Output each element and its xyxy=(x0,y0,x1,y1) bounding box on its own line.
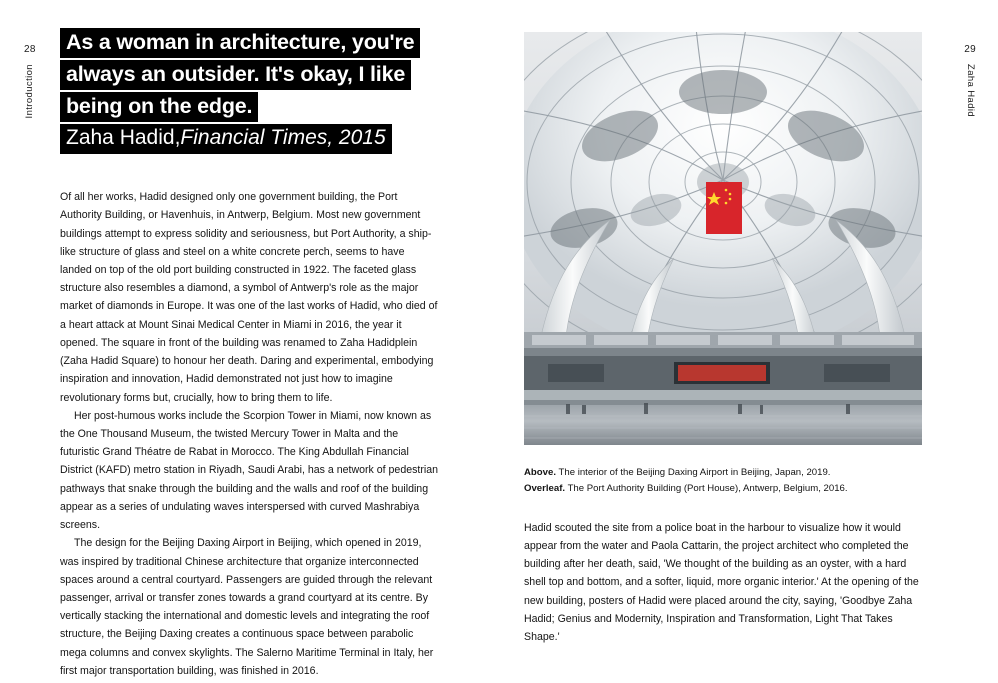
right-page xyxy=(524,32,922,646)
running-head-left: Introduction xyxy=(24,64,35,119)
pull-quote xyxy=(60,28,440,154)
left-body-text xyxy=(60,188,438,680)
flag xyxy=(706,182,742,234)
pull-quote-line-1: As a woman in architecture, you're xyxy=(60,28,420,58)
caption-text-overleaf: The Port Authority Building (Port House), Antwerp, Belgium, 2016. xyxy=(565,482,848,494)
photo-graphic xyxy=(524,32,922,445)
paragraph: Her post-humous works include the Scorpion Tower in Miami, now known as the One Thousand Museum, the twisted Mercury Tower in Malta and the futuristic Grand Théatre de Rabat in Morocco. The King Abdullah Financial District (KAFD) metro station in Riyadh, Saudi Arabi, has a network of pedestrian pathways that snake through the building and the walls and roof of the building appear as a series of undulating waves interspersed with curved Mashrabiya screens. xyxy=(60,409,439,532)
caption-label-overleaf: Overleaf. xyxy=(524,482,566,494)
airport-interior-photo xyxy=(524,32,922,445)
page-number-left: 28 xyxy=(24,44,36,55)
caption-line-overleaf xyxy=(524,481,922,497)
attribution-name: Zaha Hadid, xyxy=(66,125,181,149)
caption-text-above: The interior of the Beijing Daxing Airport in Beijing, Japan, 2019. xyxy=(556,467,831,478)
attribution-source: Financial Times, 2015 xyxy=(180,125,386,149)
page-number-right: 29 xyxy=(964,44,976,55)
paragraph: The design for the Beijing Daxing Airport in Beijing, which opened in 2019, was inspired by traditional Chinese architecture that organize interconnected spaces around a central courtyard. Passengers are guided through the relevant passenger, arrival or transfer zones towards a grand courtyard at its centre. By vertically stacking the international and domestic levels and integrating the roof structure, the Beijing Daxing creates a continuous space between parabolic mega columns and convex skylights. The Salerno Maritime Terminal in Italy, her first major transportation building, was finished in 2016. xyxy=(60,537,434,677)
pull-quote-line-3: being on the edge. xyxy=(60,92,258,122)
running-head-right: Zaha Hadid xyxy=(965,64,976,118)
pull-quote-attribution xyxy=(60,124,392,154)
left-page xyxy=(60,28,440,680)
pull-quote-line-2: always an outsider. It's okay, I like xyxy=(60,60,411,90)
caption-line-above xyxy=(524,465,922,481)
paragraph: Of all her works, Hadid designed only one government building, the Port Authority Building, or Havenhuis, in Antwerp, Belgium. Most new government buildings attempt to express solidity and seriousness, but Port Authority, a ship-like structure of glass and steel on a white concrete perch, seems to have landed on top of the old port building constructed in 1922. The faceted glass structure also resembles a diamond, a symbol of Antwerp's role as the major market of diamonds in Europe. It was one of the last works of Hadid, who died of a heart attack at Mount Sinai Medical Center in Miami in 2016, the year it opened. The square in front of the building was renamed to Zaha Hadidplein (Zaha Hadid Square) to honour her death. Daring and experimental, embodying inspiration and innovation, Hadid demonstrated not just how to imagine revolutionary forms but, crucially, how to bring them to life. xyxy=(60,191,438,404)
paragraph: Hadid scouted the site from a police boat in the harbour to visualize how it would appear from the water and Paola Cattarin, the project architect who completed the building after her death, said, 'We thought of the building as an oyster, with a hard shell top and bottom, and a softer, liquid, more organic interior.' At the opening of the new building, posters of Hadid were placed around the city, saying, 'Goodbye Zaha Hadid; Genius and Modernity, Inspiration and Transformation, Light That Takes Shape.' xyxy=(524,521,919,643)
photo-caption xyxy=(524,465,922,497)
caption-label-above: Above. xyxy=(524,467,556,478)
right-body-text xyxy=(524,519,922,647)
